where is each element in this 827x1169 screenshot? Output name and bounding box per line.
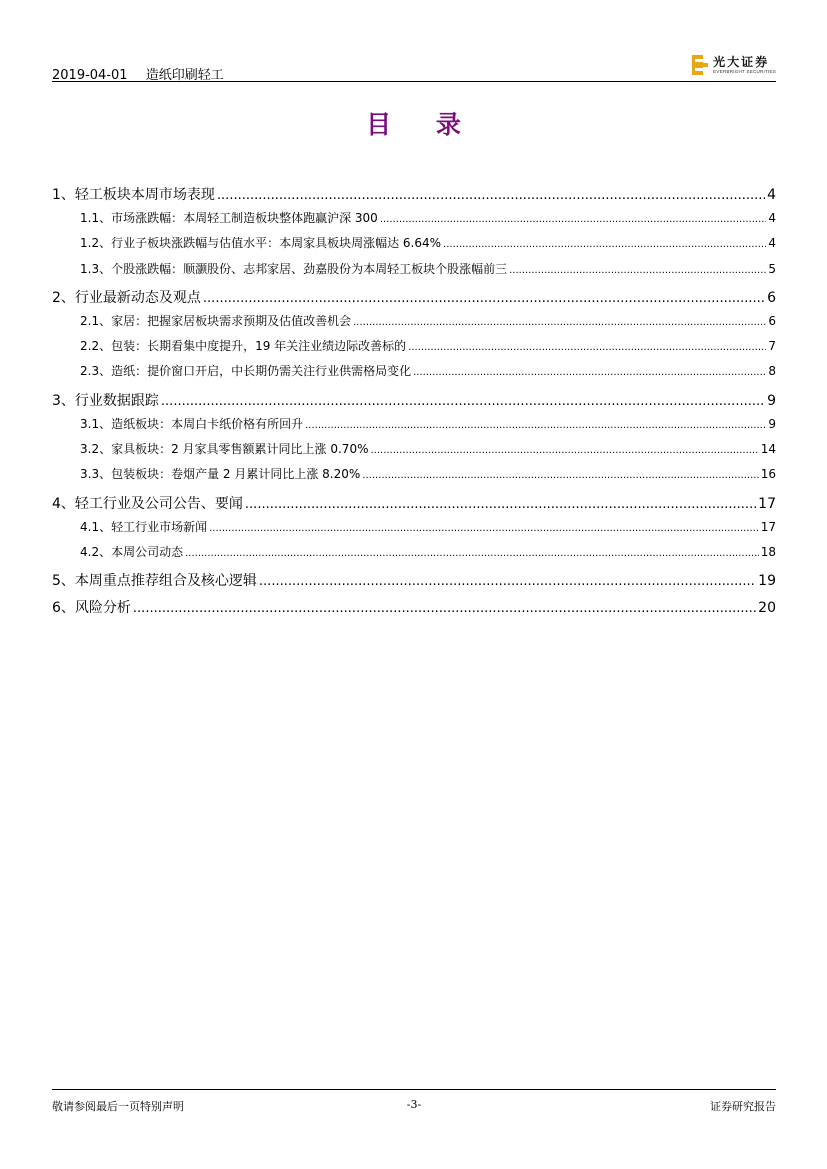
toc-subsection-entry[interactable]: [52, 209, 776, 234]
toc-entry-title: 轻工行业及公司公告、要闻: [74, 495, 243, 512]
toc-dot-leader: [185, 545, 759, 559]
toc-dot-leader: [353, 314, 766, 328]
toc-entry-title: 包装板块：卷烟产量 2 月累计同比上涨 8.20%: [111, 467, 361, 482]
toc-subsection-entry[interactable]: [52, 518, 776, 543]
toc-entry-page: 4: [768, 211, 776, 225]
toc-entry-page: 6: [767, 289, 776, 306]
everbright-logo-icon: [691, 54, 709, 76]
toc-section-entry[interactable]: [52, 597, 776, 622]
disclaimer-note: 敬请参阅最后一页特别声明: [52, 1100, 184, 1113]
toc-entry-number: 1.1、: [80, 211, 112, 225]
report-type: 证券研究报告: [710, 1100, 776, 1113]
toc-entry-number: 6、: [52, 600, 75, 617]
toc-entry-number: 4.1、: [80, 519, 112, 534]
company-logo: [691, 53, 776, 77]
toc-entry-number: 3.3、: [80, 467, 112, 482]
toc-entry-title: 行业子板块涨跌幅与估值水平：本周家具板块周涨幅达 6.64%: [111, 236, 442, 251]
toc-entry-page: 19: [758, 573, 776, 590]
toc-entry-title: 包装：长期看集中度提升，19 年关注业绩边际改善标的: [111, 339, 407, 354]
toc-dot-leader: [362, 467, 758, 481]
toc-entry-title: 本周公司动态: [111, 544, 184, 559]
toc-entry-number: 5、: [52, 573, 75, 590]
toc-dot-leader: [259, 573, 756, 589]
toc-dot-leader: [443, 236, 766, 250]
toc-subsection-entry[interactable]: [52, 415, 776, 440]
toc-entry-page: 4: [767, 187, 776, 203]
table-of-contents: [52, 184, 776, 622]
toc-entry-page: 16: [760, 467, 776, 482]
toc-dot-leader: [408, 339, 766, 353]
toc-entry-number: 2、: [52, 289, 75, 306]
toc-entry-page: 20: [758, 600, 776, 617]
toc-subsection-entry[interactable]: [52, 362, 776, 387]
toc-entry-page: 18: [760, 544, 776, 559]
toc-entry-title: 家居：把握家居板块需求预期及估值改善机会: [111, 313, 352, 328]
toc-entry-title: 轻工行业市场新闻: [111, 519, 208, 534]
toc-entry-number: 3.2、: [80, 442, 112, 457]
toc-entry-page: 14: [760, 442, 776, 457]
toc-dot-leader: [245, 496, 756, 512]
header-info: [52, 64, 224, 83]
toc-dot-leader: [305, 417, 766, 431]
toc-entry-page: 17: [758, 495, 776, 512]
toc-dot-leader: [413, 364, 766, 378]
toc-entry-number: 2.1、: [80, 313, 112, 328]
toc-entry-page: 9: [768, 416, 776, 431]
toc-entry-title: 行业最新动态及观点: [74, 289, 201, 306]
toc-entry-page: 4: [768, 236, 776, 251]
toc-entry-title: 市场涨跌幅：本周轻工制造板块整体跑赢沪深 300: [111, 211, 378, 225]
toc-entry-page: 17: [760, 519, 776, 534]
toc-section-entry[interactable]: [52, 287, 776, 312]
toc-entry-number: 2.2、: [80, 339, 112, 354]
logo-chinese-name: 光大证券: [713, 54, 770, 69]
toc-entry-number: 3、: [52, 392, 75, 409]
toc-entry-page: 8: [768, 364, 776, 379]
toc-entry-title: 行业数据跟踪: [74, 392, 159, 409]
page-number: -3-: [406, 1098, 422, 1111]
toc-entry-title: 本周重点推荐组合及核心逻辑: [74, 573, 257, 590]
toc-dot-leader: [161, 393, 765, 409]
toc-entry-title: 风险分析: [74, 600, 131, 617]
toc-dot-leader: [203, 290, 765, 306]
toc-subsection-entry[interactable]: [52, 440, 776, 465]
toc-entry-number: 1、: [52, 187, 75, 203]
toc-entry-number: 1.3、: [80, 261, 112, 276]
toc-subsection-entry[interactable]: [52, 337, 776, 362]
toc-entry-number: 4、: [52, 495, 75, 512]
toc-entry-title: 轻工板块本周市场表现: [74, 187, 215, 203]
toc-subsection-entry[interactable]: [52, 260, 776, 285]
toc-entry-number: 4.2、: [80, 544, 112, 559]
toc-dot-leader: [217, 187, 765, 203]
toc-entry-title: 造纸板块：本周白卡纸价格有所回升: [111, 416, 304, 431]
toc-entry-title: 个股涨跌幅：顺灏股份、志邦家居、劲嘉股份为本周轻工板块个股涨幅前三: [111, 261, 508, 276]
toc-subsection-entry[interactable]: [52, 465, 776, 490]
toc-dot-leader: [209, 520, 759, 534]
report-date: 2019-04-01: [52, 68, 128, 83]
toc-section-entry[interactable]: [52, 493, 776, 518]
toc-section-entry[interactable]: [52, 570, 776, 595]
toc-section-entry[interactable]: [52, 184, 776, 209]
toc-entry-number: 3.1、: [80, 416, 112, 431]
logo-english-name: EVERBRIGHT SECURITIES: [713, 68, 776, 74]
page-footer: [52, 1089, 776, 1120]
page-header: [52, 55, 776, 82]
toc-subsection-entry[interactable]: [52, 543, 776, 568]
toc-entry-page: 5: [768, 261, 776, 276]
industry-name: 造纸印刷轻工: [145, 68, 224, 83]
toc-dot-leader: [133, 600, 756, 616]
toc-subsection-entry[interactable]: [52, 234, 776, 259]
toc-entry-page: 9: [767, 392, 776, 409]
toc-entry-number: 1.2、: [80, 236, 112, 251]
toc-dot-leader: [509, 262, 766, 276]
toc-entry-page: 7: [768, 339, 776, 354]
toc-entry-title: 家具板块：2 月家具零售额累计同比上涨 0.70%: [111, 442, 369, 457]
toc-dot-leader: [380, 211, 767, 225]
toc-title: 目 录: [366, 110, 479, 139]
toc-entry-number: 2.3、: [80, 364, 112, 379]
toc-entry-page: 6: [768, 313, 776, 328]
toc-dot-leader: [370, 442, 758, 456]
toc-section-entry[interactable]: [52, 390, 776, 415]
toc-entry-title: 造纸：提价窗口开启，中长期仍需关注行业供需格局变化: [111, 364, 412, 379]
toc-subsection-entry[interactable]: [52, 312, 776, 337]
